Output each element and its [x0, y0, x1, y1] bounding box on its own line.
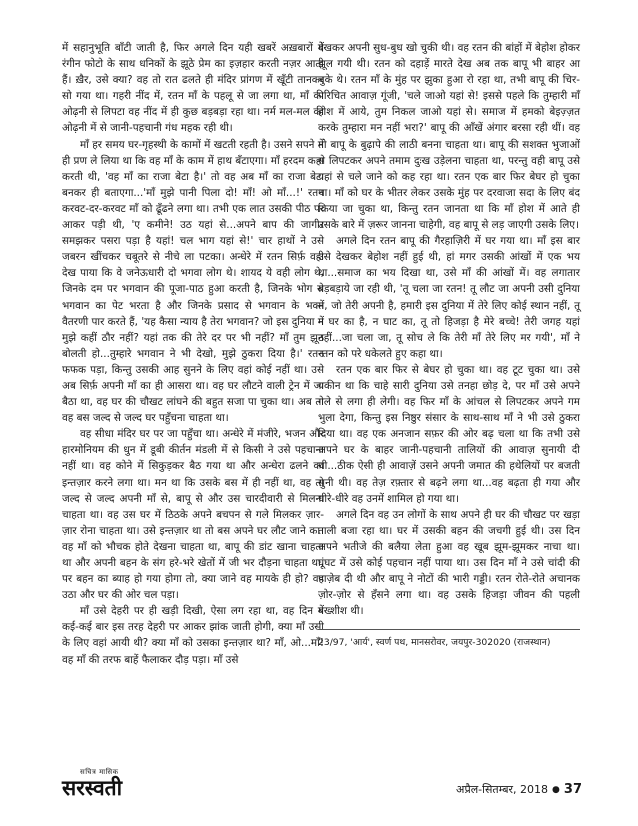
paragraph: वह सीधा मंदिर घर पर जा पहुँचा था। अन्धेरे में मंजीरे, भजन और हारमोनियम की धुन में डूबी कीर्तन मंडली में से किसी ने उसे पहचाना नहीं था। वह कोने में सिकुड़कर बैठ गया था और अन्धेरा ढलने का इन्तज़ार करने लगा था। मन था कि उसके बस में ही नहीं था, वह तो जल्द से जल्द अपनी माँ से, बापू से और उस चारदीवारी से मिलना चाहता था। वह उस घर में ठिठके अपने बचपन से गले मिलकर ज़ार-ज़ार रोना चाहता था। उसे इन्तज़ार था तो बस अपने घर लौट जाने का। वह माँ को भौचक होते देखना चाहता था, बापू की डांट खाना चाहता था और अपनी बहन के संग हरे-भरे खेतों में जी भर दौड़ना चाहता था, पर बहन का ब्याह हो गया होगा तो, क्या जाने वह मायके ही हो? वह उठा और घर की ओर चल पड़ा। [62, 428, 324, 602]
logo-tagline: सचित्र मासिक [80, 768, 119, 776]
page-footer [456, 782, 582, 797]
paragraph: रतन एक बार फिर से बेघर हो चुका था। वह टूट चुका था। उसे यकीन था कि चाहे सारी दुनिया उसे तनहा छोड़ दे, पर माँ उसे अपने गले से लगा ही लेगी। वह फिर माँ के आंचल से लिपटकर अपने गम भुला देगा, किन्तु इस निष्ठुर संसार के साथ-साथ माँ ने भी उसे ठुकरा दिया था। वह एक अनजान सफ़र की ओर बढ़ चला था कि तभी उसे अपने घर के बाहर जानी-पहचानी तालियों की आवाज़ सुनायी दी थी...ठीक ऐसी ही आवाज़ें उसने अपनी जमात की हथेलियों पर बजती सुनी थी। वह तेज़ रफ़्तार से बढ़ने लगा था...वह बढ़ता ही गया और धीरे-धीरे वह उनमें शामिल हो गया था। [318, 363, 580, 505]
logo-title: सरस्वती [62, 776, 123, 800]
paragraph: अगले दिन रतन बापू की गैरहाज़िरी में घर गया था। माँ इस बार उसे देखकर बेहोश नहीं हुई थी, हां मगर उसकी आंखों में एक भय था...समाज का भय दिखा था, उसे माँ की आंखों में। वह लगातार बड़बड़ाये जा रही थी, 'तू चला जा रतन! तू लौट जा अपनी उसी दुनिया में, जो तेरी अपनी है, हमारी इस दुनिया में तेरे लिए कोई स्थान नहीं, तू न घर का है, न घाट का, तू तो हिजड़ा है मेरे बच्चे! तेरी जगह यहां नहीं...जा चला जा, तू सोच ले कि तेरी माँ तेरे लिए मर गयी', माँ ने रतन को परे धकेलते हुए कहा था। [318, 235, 580, 360]
page-number: 37 [563, 782, 582, 797]
paragraph: देखकर अपनी सुध-बुध खो चुकी थी। वह रतन की बांहों में बेहोश होकर झूल गयी थी। रतन को दहाड़ें मारते देख अब तक बापू भी बाहर आ चुके थे। रतन माँ के मुंह पर झुका हुआ रो रहा था, तभी बापू की चिर-परिचित आवाज़ गूंजी, 'चले जाओ यहां से! इससे पहले कि तुम्हारी माँ होश में आये, तुम निकल जाओ यहां से। समाज में हमको बेइज़्ज़त करके तुम्हारा मन नहीं भरा?' बापू की आँखें अंगार बरसा रही थीं। वह तो बापू के बुढ़ापे की लाठी बनना चाहता था। बापू की सशक्त भुजाओं से लिपटकर अपने तमाम दुःख उड़ेलना चाहता था, परन्तु वही बापू उसे यहां से चले जाने को कह रहा था। रतन एक बार फिर बेघर हो चुका था। माँ को घर के भीतर लेकर उसके मुंह पर दरवाजा सदा के लिए बंद किया जा चुका था, किन्तु रतन जानता था कि माँ होश में आते ही उसके बारे में ज़रूर जानना चाहेगी, वह बापू से लड़ जाएगी उसके लिए। [318, 42, 580, 232]
right-column [318, 40, 580, 649]
paragraph: में सहानुभूति बाँटी जाती है, फिर अगले दिन यही खबरें अख़बारों में रंगीन फोटो के साथ धनिकों के झूठे प्रेम का इज़हार करती नज़र आती हैं। ख़ैर, उसे क्या? वह तो रात ढलते ही मंदिर प्रांगण में खूँटी तानकर सो गया था। गहरी नींद में, रतन माँ के पहलू से जा लगा था, माँ की ओढ़नी से लिपटा वह नींद में ही कुछ बड़बड़ा रहा था। नर्म मल-मल की ओढ़नी में से जानी-पहचानी गंध महक रही थी। [62, 42, 324, 135]
bullet-icon: ● [552, 784, 560, 795]
left-column [62, 40, 324, 668]
issue-date: अप्रैल-सितम्बर, 2018 [456, 783, 549, 796]
author-address: 23/97, 'आर्य', स्वर्ण पथ, मानसरोवर, जयपुर-302020 (राजस्थान) [318, 629, 580, 649]
magazine-logo [62, 768, 122, 799]
paragraph: माँ उसे देहरी पर ही खड़ी दिखी, ऐसा लग रहा था, वह दिन में कई-कई बार इस तरह देहरी पर आकर झांक जाती होगी, क्या माँ उसी के लिए वहां आयी थी? क्या माँ को उसका इन्तज़ार था? माँ, ओ...माँ! वह माँ की तरफ बाहें फैलाकर दौड़ पड़ा। माँ उसे [62, 605, 324, 666]
paragraph: अगले दिन वह उन लोगों के साथ अपने ही घर की चौखट पर खड़ा ताली बजा रहा था। घर में उसकी बहन की जचगी हुई थी। उस दिन अपने भतीजे की बलैया लेता हुआ वह खूब झूम-झूमकर नाचा था। घूंघट में उसे कोई पहचान नहीं पाया था। उस दिन माँ ने उसे चांदी की पाज़ेब दी थी और बापू ने नोटों की भारी गड्डी। रतन रोते-रोते अचानक ज़ोर-ज़ोर से हँसने लगा था। वह उसके हिजड़ा जीवन की पहली बख्शीश थी। [318, 508, 580, 618]
paragraph: माँ हर समय घर-गृहस्थी के कामों में खटती रहती है। उसने सपने में ही प्रण ले लिया था कि वह माँ के काम में हाथ बँटाएगा। माँ हरदम कहा करती थी, 'वह माँ का राजा बेटा है।' तो वह अब माँ का राजा बेटा बनकर ही बताएगा...'माँ मुझे पानी पिला दो! माँ! ओ माँ...!' रतन करवट-दर-करवट माँ को ढूँढने लगा था। तभी एक लात उसकी पीठ पर आकर पड़ी थी, 'ए कमीने! उठ यहां से...अपने बाप की जागीर समझकर पसरा पड़ा है यहां! चल भाग यहां से!' चार हाथों ने उसे जबरन खींचकर चबूतरे से नीचे ला पटका। अन्धेरे में रतन सिर्फ़ वही देख पाया कि वे जनेऊधारी दो भगवा लोग थे। शायद ये वही लोग थे, जिनके दम पर भगवान की पूजा-पाठ हुआ करती है, जिनके भोग से भगवान का पेट भरता है और जिनके प्रसाद से भगवान के भक्त वैतरणी पार करते हैं, 'यह कैसा न्याय है तेरा भगवान? जो इस दुनिया में मुझे कहीं ठौर नहीं? यहां तक की तेरे दर पर भी नहीं? माँ तुम झूठ बोलती हो...तुम्हारे भगवान ने भी देखो, मुझे ठुकरा दिया है।' रतन फफक पड़ा, किन्तु उसकी आह सुनने के लिए वहां कोई नहीं था। उसे अब सिर्फ़ अपनी माँ का ही आसरा था। वह घर लौटने वाली ट्रेन में जा बैठा था, वह घर की चौखट लांघने की बहुत सजा पा चुका था। अब तो वह बस जल्द से जल्द घर पहुँचना चाहता था। [62, 138, 324, 425]
